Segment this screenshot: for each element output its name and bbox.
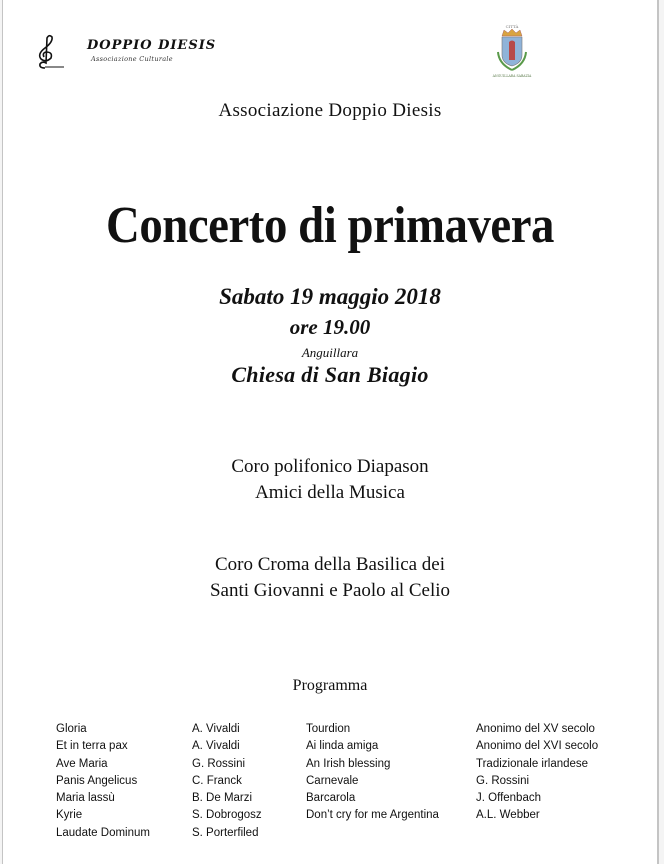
program-item-piece: An Irish blessing (306, 757, 391, 770)
program-item-composer: C. Franck (192, 774, 242, 787)
program-item-composer: Tradizionale irlandese (476, 757, 589, 770)
program-item-composer: G. Rossini (476, 774, 530, 787)
choir-1-line-2: Amici della Musica (255, 482, 405, 503)
program-item-piece: Panis Angelicus (56, 774, 138, 787)
program-item-piece: Carnevale (306, 774, 359, 787)
program-item-piece: Laudate Dominum (56, 826, 150, 839)
program-left-composers (192, 721, 262, 842)
program-right-pieces (306, 721, 439, 825)
program-item-composer: Anonimo del XV secolo (476, 723, 595, 735)
program-item-piece: Kyrie (56, 809, 83, 822)
program-item-piece: Tourdion (306, 723, 351, 735)
program-item-composer: S. Porterfiled (192, 826, 259, 839)
program-item-composer: S. Dobrogosz (192, 809, 262, 822)
program-item-composer: A. Vivaldi (192, 740, 240, 753)
event-city: Anguillara (301, 345, 359, 360)
svg-text:CITTÀ: CITTÀ (505, 24, 519, 29)
program-item-piece: Ai linda amiga (306, 740, 379, 753)
choir-1-line-1: Coro polifonico Diapason (231, 456, 429, 477)
program-item-piece: Ave Maria (56, 757, 108, 770)
event-venue: Chiesa di San Biagio (231, 362, 429, 387)
choir-1 (3, 454, 657, 506)
choir-2-line-1: Coro Croma della Basilica dei (214, 554, 446, 575)
program-item-composer: B. De Marzi (192, 792, 253, 805)
program-left-pieces (56, 721, 150, 842)
program-item-piece: Barcarola (306, 792, 356, 805)
organizer: Associazione Doppio Diesis (218, 100, 442, 121)
city-crest-icon (489, 22, 535, 80)
page-title: Concerto di primavera (105, 197, 555, 254)
program-item-piece: Don’t cry for me Argentina (306, 809, 439, 822)
program-right-composers (476, 721, 598, 825)
program-item-composer: A. Vivaldi (192, 723, 240, 735)
program-heading: Programma (292, 677, 368, 694)
program-item-composer: J. Offenbach (476, 792, 541, 805)
svg-text:ANGUILLARA SABAZIA: ANGUILLARA SABAZIA (492, 74, 532, 78)
program-item-composer: A.L. Webber (476, 809, 540, 822)
program-item-piece: Gloria (56, 723, 87, 735)
treble-clef-icon (33, 34, 65, 72)
event-time: ore 19.00 (289, 315, 371, 339)
program-item-piece: Maria lassù (56, 792, 115, 805)
logo-name: DOPPIO DIESIS (87, 38, 217, 53)
program-item-piece: Et in terra pax (56, 740, 128, 753)
choir-2-line-2: Santi Giovanni e Paolo al Celio (209, 580, 451, 601)
event-date: Sabato 19 maggio 2018 (219, 284, 441, 309)
choir-2 (3, 552, 657, 604)
program-item-composer: G. Rossini (192, 757, 246, 770)
program-item-composer: Anonimo del XVI secolo (476, 740, 599, 753)
logo-subtitle: Associazione Culturale (91, 55, 173, 63)
document-page (2, 0, 659, 864)
